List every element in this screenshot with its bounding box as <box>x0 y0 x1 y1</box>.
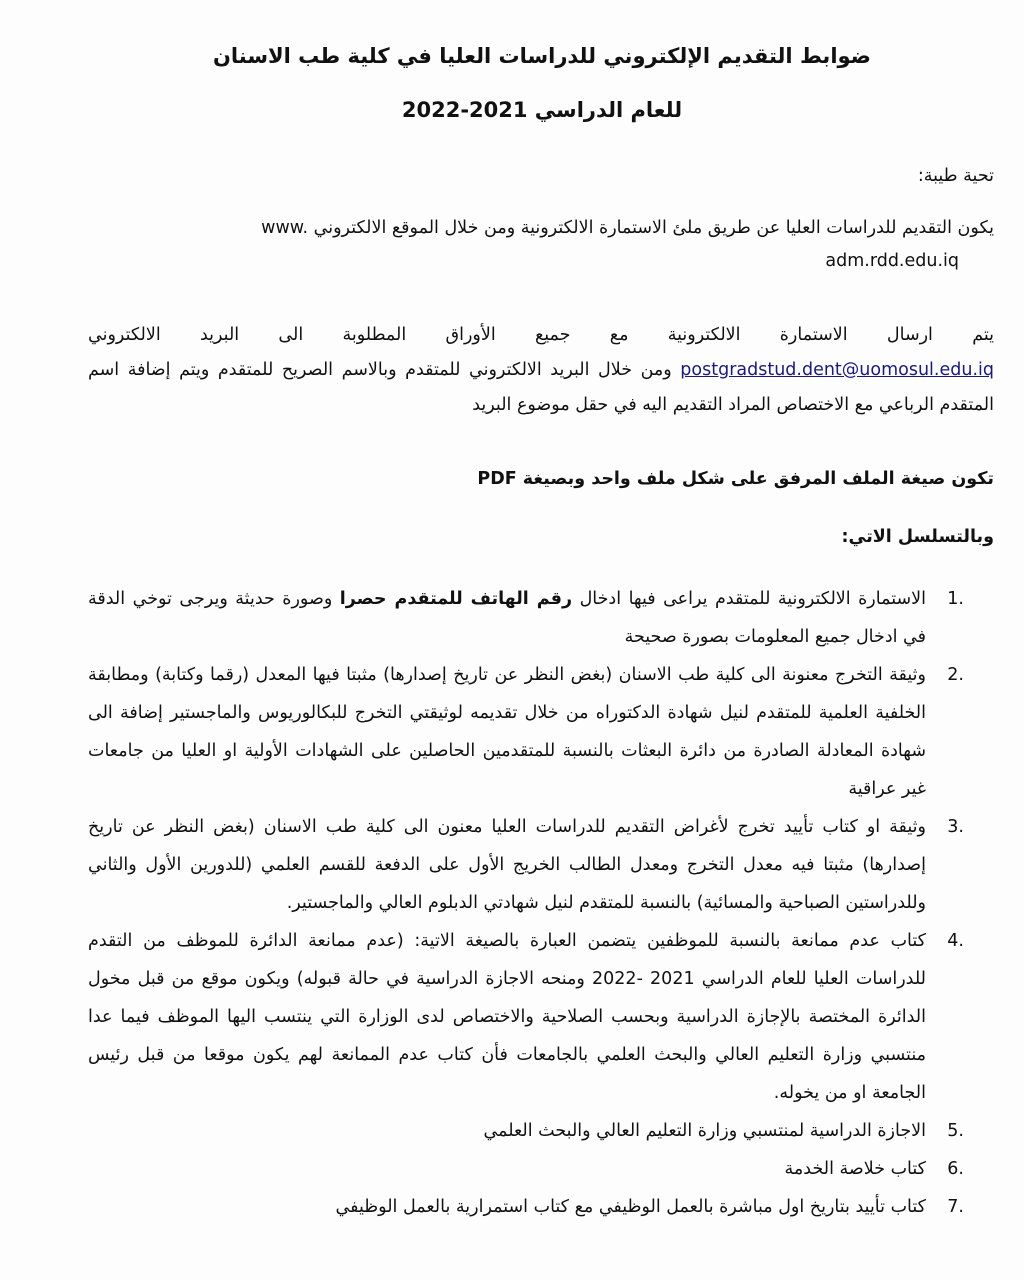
list-item <box>88 1150 994 1188</box>
item-bold-text: رقم الهاتف للمتقدم حصرا <box>339 589 573 609</box>
item-number: 4. <box>947 931 964 951</box>
list-item <box>88 580 994 656</box>
item-number: 6. <box>947 1159 964 1179</box>
email-link[interactable]: postgradstud.dent@uomosul.edu.iq <box>680 360 994 380</box>
item-text: وثيقة التخرج معنونة الى كلية طب الاسنان (بغض النظر عن تاريخ إصدارها) مثبتا فيها المعدل (رقما وكتابة) ومطابقة الخلفية العلمية للمتقدم لنيل شهادة الدكتوراه من خلال تقديمه لوثيقتي التخرج للبكالوريوس والماجستير إضافة الى شهادة المعادلة الصادرة من دائرة البعثات بالنسبة للمتقدمين الحاصلين على الشهادات الأولية او العليا من جامعات غير عراقية <box>88 665 926 799</box>
item-text: وثيقة او كتاب تأييد تخرج لأغراض التقديم للدراسات العليا معنون الى كلية طب الاسنان (بغض النظر عن تاريخ إصدارها) مثبتا فيه معدل التخرج ومعدل الطالب الخريج الأول على الدفعة للقسم العلمي (للدورين الأول والثاني وللدراستين الصباحية والمسائية) بالنسبة للمتقدم لنيل شهادتي الدبلوم العالي والماجستير. <box>88 817 926 913</box>
requirements-list <box>88 580 994 1226</box>
item-number: 1. <box>947 589 964 609</box>
item-number: 2. <box>947 665 964 685</box>
academic-year-subtitle: للعام الدراسي 2021-2022 <box>401 98 683 122</box>
website-url-prefix: www. <box>261 218 309 238</box>
list-item <box>88 1112 994 1150</box>
paragraph-email-submission <box>88 318 994 423</box>
item-text: الاجازة الدراسية لمنتسبي وزارة التعليم العالي والبحث العلمي <box>483 1121 926 1141</box>
item-text: كتاب عدم ممانعة بالنسبة للموظفين يتضمن العبارة بالصيغة الاتية: (عدم ممانعة الدائرة للموظف من التقدم للدراسات العليا للعام الدراسي 2021 -2022 ومنحه الاجازة الدراسية في حالة قبوله) ويكون موقع من قبل مخول الدائرة المختصة بالإجازة الدراسية وبحسب الصلاحية والاختصاص لدى الوزارة التي ينتسب اليها الموظف فيما عدا منتسبي وزارة التعليم العالي والبحث العلمي بالجامعات فأن كتاب عدم الممانعة لهم يكون موقعا من قبل رئيس الجامعة او من يخوله. <box>88 931 926 1103</box>
paragraph2-after-email: ومن خلال البريد الالكتروني للمتقدم وبالاسم الصريح للمتقدم ويتم إضافة اسم المتقدم الرباعي مع الاختصاص المراد التقديم اليه في حقل موضوع البريد <box>88 360 994 415</box>
sequence-heading: وبالتسلسل الاتي: <box>841 527 994 547</box>
greeting: تحية طيبة: <box>917 166 994 186</box>
paragraph1-text: يكون التقديم للدراسات العليا عن طريق ملئ الاستمارة الالكترونية ومن خلال الموقع الالكتروني <box>313 218 994 238</box>
item-text: وصورة حديثة ويرجى توخي الدقة في ادخال جميع المعلومات بصورة صحيحة <box>88 589 926 647</box>
item-number: 7. <box>947 1197 964 1217</box>
document-title: ضوابط التقديم الإلكتروني للدراسات العليا في كلية طب الاسنان <box>213 44 871 68</box>
list-item <box>88 656 994 808</box>
item-text: كتاب تأييد بتاريخ اول مباشرة بالعمل الوظيفي مع كتاب استمرارية بالعمل الوظيفي <box>335 1197 926 1217</box>
paragraph-application-website <box>105 212 994 278</box>
item-number: 3. <box>947 817 964 837</box>
list-item <box>88 922 994 1112</box>
website-url[interactable]: adm.rdd.edu.iq <box>825 251 959 271</box>
paragraph2-line1: يتم ارسال الاستمارة الالكترونية مع جميع الأوراق المطلوبة الى البريد الالكتروني <box>88 325 994 345</box>
file-format-note: تكون صيغة الملف المرفق على شكل ملف واحد وبصيغة PDF <box>477 469 994 489</box>
list-item <box>88 808 994 922</box>
item-number: 5. <box>947 1121 964 1141</box>
item-text: الاستمارة الالكترونية للمتقدم يراعى فيها ادخال <box>579 589 926 609</box>
item-text: كتاب خلاصة الخدمة <box>784 1159 926 1179</box>
list-item <box>88 1188 994 1226</box>
